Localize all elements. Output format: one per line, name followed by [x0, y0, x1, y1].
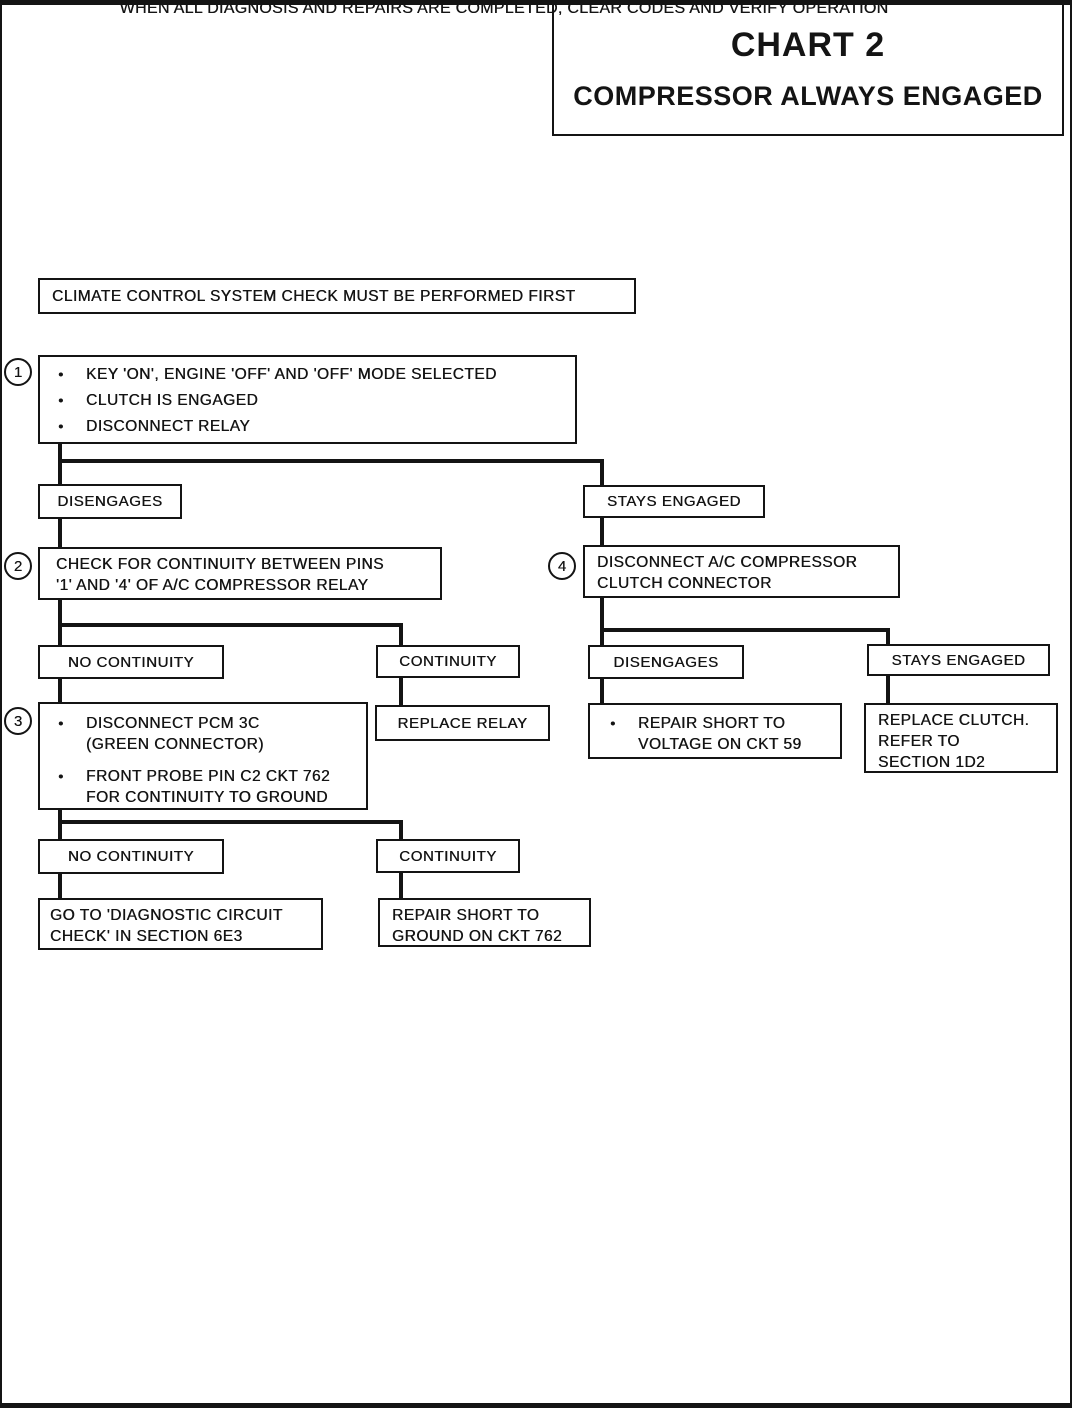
step4-box	[583, 545, 900, 598]
step-number-4	[548, 552, 576, 580]
step2-box	[38, 547, 442, 600]
repair-ground-box	[378, 898, 591, 947]
branch2-no-continuity-box	[38, 645, 224, 679]
replace-relay-box	[375, 705, 550, 741]
step-number-3	[4, 707, 32, 735]
bullet-icon: ●	[58, 771, 64, 781]
branch3-stays-engaged-box	[867, 644, 1050, 676]
step2-line-1: CHECK FOR CONTINUITY BETWEEN PINS	[56, 556, 384, 573]
branch3-stays-engaged-label: STAYS ENGAGED	[891, 651, 1026, 669]
chart-title: CHART 2	[730, 26, 886, 64]
branch2-continuity-box	[376, 645, 520, 678]
branch2-continuity-label: CONTINUITY	[399, 653, 497, 670]
step3-bullet1-line2: (GREEN CONNECTOR)	[86, 736, 264, 753]
branch2-no-continuity-label: NO CONTINUITY	[67, 653, 195, 671]
step-number-2-label: 2	[13, 557, 23, 575]
chart-title-box	[552, 2, 1064, 136]
replace-clutch-line3: SECTION 1D2	[878, 754, 986, 771]
step1-bullet-3: DISCONNECT RELAY	[86, 418, 251, 435]
branch1-stays-engaged-box	[583, 485, 765, 518]
repair-ground-line1: REPAIR SHORT TO	[392, 907, 540, 924]
step-number-3-label: 3	[13, 712, 23, 730]
goto-diagnostic-line2: CHECK' IN SECTION 6E3	[50, 928, 243, 945]
precheck-text: CLIMATE CONTROL SYSTEM CHECK MUST BE PERFORMED FIRST	[52, 287, 576, 305]
bullet-icon: ●	[58, 395, 64, 405]
footer-note	[0, 0, 1008, 18]
step4-line-1: DISCONNECT A/C COMPRESSOR	[597, 554, 858, 571]
step1-bullet-2: CLUTCH IS ENGAGED	[86, 392, 259, 409]
branch4-continuity-box	[376, 839, 520, 873]
goto-diagnostic-line1: GO TO 'DIAGNOSTIC CIRCUIT	[50, 907, 283, 924]
footer-note-text: WHEN ALL DIAGNOSIS AND REPAIRS ARE COMPLETED, CLEAR CODES AND VERIFY OPERATION	[119, 0, 889, 17]
step1-bullet-1: KEY 'ON', ENGINE 'OFF' AND 'OFF' MODE SELECTED	[86, 366, 497, 383]
replace-clutch-line2: REFER TO	[878, 733, 960, 750]
step4-line-2: CLUTCH CONNECTOR	[597, 575, 772, 592]
branch1-disengages-box	[38, 484, 182, 519]
step-number-1	[4, 358, 32, 386]
bullet-icon: ●	[610, 718, 616, 728]
repair-voltage-box	[588, 703, 842, 759]
replace-relay-label: REPLACE RELAY	[397, 714, 528, 732]
step-number-2	[4, 552, 32, 580]
chart-subtitle: COMPRESSOR ALWAYS ENGAGED	[573, 81, 1043, 111]
repair-voltage-line1: REPAIR SHORT TO	[638, 715, 786, 732]
bullet-icon: ●	[58, 718, 64, 728]
branch4-no-continuity-box	[38, 839, 224, 874]
connector-branch1-horizontal	[58, 459, 604, 463]
bullet-icon: ●	[58, 421, 64, 431]
branch4-continuity-label: CONTINUITY	[399, 847, 497, 865]
replace-clutch-line1: REPLACE CLUTCH.	[878, 712, 1030, 729]
step2-line-2: '1' AND '4' OF A/C COMPRESSOR RELAY	[56, 577, 369, 594]
branch3-disengages-label: DISENGAGES	[613, 653, 719, 671]
repair-ground-line2: GROUND ON CKT 762	[392, 928, 563, 945]
goto-diagnostic-box	[38, 898, 323, 950]
step1-box	[38, 355, 577, 444]
precheck-box	[38, 278, 636, 314]
branch3-disengages-box	[588, 645, 744, 679]
step3-bullet2-line1: FRONT PROBE PIN C2 CKT 762	[86, 768, 331, 785]
bullet-icon: ●	[58, 369, 64, 379]
step-number-1-label: 1	[13, 363, 23, 381]
replace-clutch-box	[864, 703, 1058, 773]
branch4-no-continuity-label: NO CONTINUITY	[67, 848, 195, 865]
step-number-4-label: 4	[557, 557, 567, 575]
connector-branch2-horizontal	[58, 623, 403, 627]
branch1-disengages-label: DISENGAGES	[57, 493, 163, 510]
connector-branch3-horizontal	[600, 628, 890, 632]
connector-branch4-horizontal	[58, 820, 403, 824]
step3-box	[38, 702, 368, 810]
step3-bullet1-line1: DISCONNECT PCM 3C	[86, 715, 260, 732]
step3-bullet2-line2: FOR CONTINUITY TO GROUND	[86, 789, 328, 806]
repair-voltage-line2: VOLTAGE ON CKT 59	[638, 736, 802, 753]
branch1-stays-engaged-label: STAYS ENGAGED	[607, 493, 741, 510]
